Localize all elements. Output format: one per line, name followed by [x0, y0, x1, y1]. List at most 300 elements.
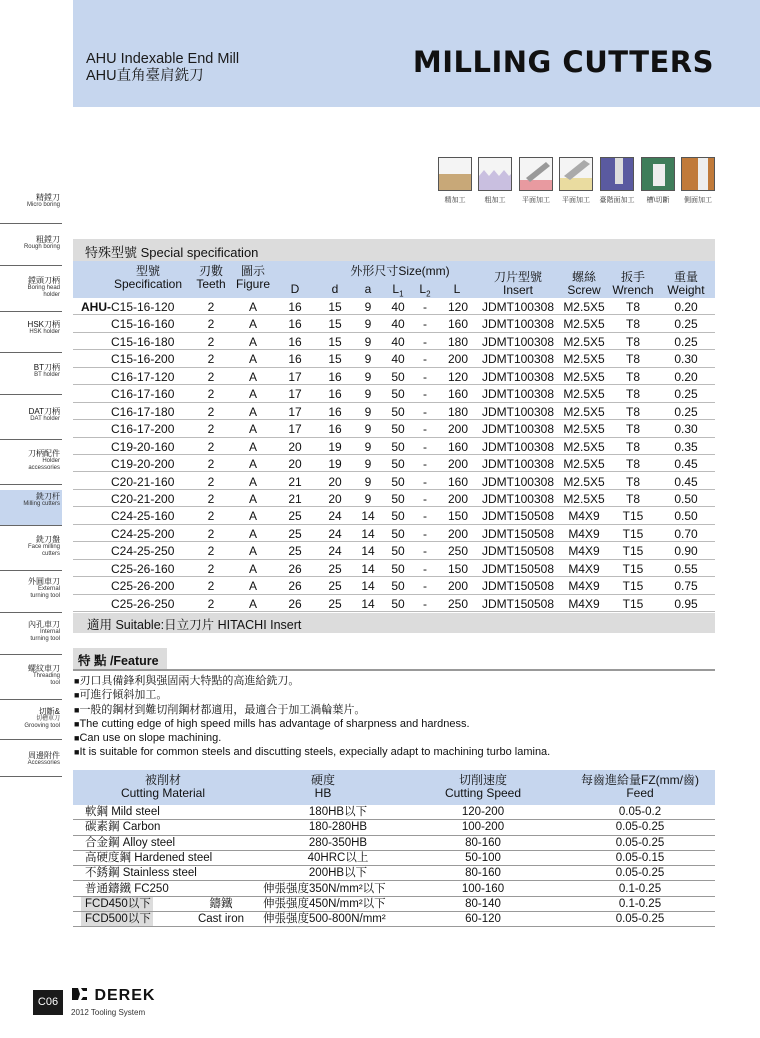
spec-cell: 17	[288, 404, 302, 419]
col-L: L	[453, 282, 461, 296]
roughing-icon	[478, 157, 512, 191]
spec-row	[73, 333, 715, 350]
spec-cell: T8	[625, 369, 640, 384]
spec-cell: M4X9	[568, 544, 600, 559]
cutting-feed: 0.1-0.25	[618, 882, 662, 895]
cutting-hardness: 伸張强度500-800N/mm²	[263, 913, 386, 926]
spec-cell: 17	[288, 369, 302, 384]
spec-cell: JDMT150508	[481, 509, 555, 524]
col-d: d	[331, 282, 339, 296]
spec-cell: A	[248, 491, 257, 506]
nav-label-zh: DAT刀柄	[28, 407, 60, 416]
col-material: 被削材 Cutting Material	[120, 773, 206, 800]
spec-cell: T15	[622, 544, 644, 559]
spec-cell: 2	[207, 334, 215, 349]
nav-label-en: Internal	[39, 629, 60, 635]
spec-cell: 26	[288, 596, 302, 611]
nav-item[interactable]	[0, 447, 62, 485]
spec-cell: M2.5X5	[563, 334, 605, 349]
spec-cell: 200	[447, 491, 469, 506]
spec-cell: 9	[364, 491, 372, 506]
spec-cell: 0.25	[674, 317, 698, 332]
nav-item[interactable]	[0, 533, 62, 571]
feature-line: ■ 可進行傾斜加工。	[74, 688, 550, 702]
spec-cell: C25-26-160	[111, 561, 175, 576]
spec-cell: 2	[207, 474, 215, 489]
nav-label-zh: 內孔車刀	[28, 620, 60, 629]
subtitle-zh: AHU直角臺肩銑刀	[86, 68, 204, 84]
col-feed: 每齒進給量FZ(mm/齒) Feed	[581, 773, 699, 800]
brand-subtitle: 2012 Tooling System	[71, 1008, 146, 1017]
spec-cell: 9	[364, 334, 372, 349]
spec-cell: T15	[622, 561, 644, 576]
spec-cell: 9	[364, 422, 372, 437]
nav-label-en: Accessories	[27, 760, 60, 766]
col-a: a	[364, 282, 372, 296]
spec-cell: 180	[447, 334, 469, 349]
spec-cell: A	[248, 596, 257, 611]
spec-cell: 0.90	[674, 544, 698, 559]
feature-title: 特 點 /Feature	[73, 648, 167, 669]
brand-name: DEREK	[94, 987, 156, 1004]
nav-label-en: HSK holder	[29, 329, 60, 335]
spec-cell: 150	[447, 509, 469, 524]
cutting-hardness: 伸張强度350N/mm²以下	[263, 882, 386, 895]
spec-cell: A	[248, 422, 257, 437]
process-item	[518, 157, 554, 205]
nav-label-en: Threading	[32, 673, 60, 679]
cutting-feed: 0.05-0.25	[615, 913, 665, 926]
spec-cell: C15-16-160	[111, 317, 175, 332]
nav-label-zh: 粗鏜刀	[36, 235, 60, 244]
spec-cell: 0.30	[674, 352, 698, 367]
spec-cell: 25	[288, 526, 302, 541]
spec-cell: 9	[364, 369, 372, 384]
spec-cell: 250	[447, 596, 469, 611]
cutting-subrow	[73, 897, 715, 912]
cutting-material: 普通鑄鐵 FC250	[85, 882, 169, 895]
feature-line: ■ Can use on slope machining.	[74, 731, 550, 745]
subtitle-en: AHU Indexable End Mill	[86, 51, 240, 67]
spec-cell: C16-17-180	[111, 404, 175, 419]
spec-cell: 14	[361, 579, 375, 594]
nav-label-en: cutters	[41, 551, 60, 557]
spec-cell: 2	[207, 457, 215, 472]
spec-cell: 24	[328, 526, 342, 541]
cutting-speed: 60-120	[465, 913, 501, 926]
spec-cell: 2	[207, 544, 215, 559]
spec-cell: 20	[328, 474, 342, 489]
spec-cell: 24	[328, 509, 342, 524]
spec-cell: 50	[391, 544, 405, 559]
spec-cell: -	[423, 422, 427, 437]
spec-cell: 2	[207, 387, 215, 402]
process-label: 粗加工	[484, 197, 506, 204]
nav-label-zh: 外圓車刀	[28, 577, 60, 586]
nav-item[interactable]	[0, 361, 62, 395]
spec-cell: 0.35	[674, 439, 698, 454]
spec-cell: M2.5X5	[563, 352, 605, 367]
spec-cell: 200	[447, 422, 469, 437]
spec-cell: 0.20	[674, 369, 698, 384]
spec-cell: -	[423, 526, 427, 541]
spec-cell: 50	[391, 369, 405, 384]
spec-cell: JDMT100308	[481, 491, 555, 506]
spec-cell: M4X9	[568, 596, 600, 611]
process-label: 精加工	[444, 197, 466, 204]
nav-item[interactable]	[0, 575, 62, 613]
cutting-speed: 120-200	[461, 806, 505, 818]
spec-cell: A	[248, 579, 257, 594]
spec-cell: M2.5X5	[563, 439, 605, 454]
cutting-hardness: 180HB以下	[308, 806, 368, 818]
process-label: 平面加工	[522, 197, 550, 204]
spec-cell: -	[423, 474, 427, 489]
spec-cell: 9	[364, 439, 372, 454]
nav-label-zh: HSK刀柄	[27, 320, 60, 329]
spec-cell: 2	[207, 579, 215, 594]
spec-cell: T8	[625, 422, 640, 437]
spec-cell: A	[248, 474, 257, 489]
spec-cell: 25	[288, 544, 302, 559]
spec-cell: 16	[288, 352, 302, 367]
spec-row	[73, 595, 715, 612]
cutting-feed: 0.05-0.25	[615, 836, 665, 849]
spec-cell: M2.5X5	[563, 300, 605, 314]
spec-cell: T8	[625, 352, 640, 367]
cast-iron-label: 鑄鐵	[209, 897, 233, 910]
spec-cell: 26	[288, 561, 302, 576]
spec-cell: 20	[288, 457, 302, 472]
spec-cell: 17	[288, 422, 302, 437]
finishing-icon	[438, 157, 472, 191]
spec-cell: T8	[625, 457, 640, 472]
nav-label-zh: 銑刀杆	[36, 492, 60, 501]
nav-label-zh: 周邊附件	[28, 751, 60, 760]
spec-cell: 25	[288, 509, 302, 524]
spec-cell: JDMT100308	[481, 317, 555, 332]
spec-cell: M2.5X5	[563, 317, 605, 332]
spec-cell: 25	[328, 561, 342, 576]
spec-cell: 0.50	[674, 509, 698, 524]
col-spec: 型號 Specification	[113, 264, 183, 291]
process-label: 平面加工	[562, 197, 590, 204]
cutting-speed: 100-200	[461, 821, 505, 834]
nav-label-en: Face milling	[27, 544, 60, 550]
feature-line: ■ 刃口具備鋒利與强固兩大特點的高進給銑刀。	[74, 674, 550, 688]
spec-cell: 14	[361, 596, 375, 611]
spec-cell: T8	[625, 491, 640, 506]
spec-cell: 15	[328, 300, 342, 314]
spec-cell: 160	[447, 317, 469, 332]
spec-cell: 50	[391, 561, 405, 576]
nav-item[interactable]	[0, 749, 62, 777]
process-item	[477, 157, 513, 205]
nav-label-en: DAT holder	[30, 416, 60, 422]
cutting-speed: 80-160	[465, 836, 501, 849]
nav-item[interactable]	[0, 274, 62, 312]
spec-cell: T15	[622, 579, 644, 594]
nav-item[interactable]	[0, 705, 62, 740]
col-wrench: 扳手 Wrench	[612, 270, 654, 297]
side-milling-icon	[681, 157, 715, 191]
spec-cell: 50	[391, 422, 405, 437]
spec-cell: 9	[364, 317, 372, 332]
spec-cell: 0.25	[674, 334, 698, 349]
col-figure: 圖示 Figure	[235, 264, 270, 291]
nav-label-zh: 切斷&	[38, 707, 60, 716]
spec-cell: 24	[328, 544, 342, 559]
col-L1: $L_1$	[392, 282, 404, 299]
spec-row	[73, 315, 715, 332]
spec-row	[73, 350, 715, 367]
cast-iron-label: Cast iron	[197, 913, 245, 926]
cutting-row	[73, 836, 715, 851]
nav-item[interactable]	[0, 662, 62, 700]
spec-cell: T8	[625, 474, 640, 489]
spec-row	[73, 507, 715, 524]
spec-cell: JDMT100308	[481, 474, 555, 489]
spec-cell: -	[423, 596, 427, 611]
spec-cell: A	[248, 526, 257, 541]
nav-item[interactable]	[0, 191, 62, 224]
spec-cell: A	[248, 387, 257, 402]
spec-cell: 0.95	[674, 596, 698, 611]
col-size: 外形尺寸Size(mm)	[350, 264, 450, 278]
spec-cell: JDMT100308	[481, 404, 555, 419]
feature-list	[74, 674, 550, 760]
spec-cell: 15	[328, 317, 342, 332]
page-number: C06	[33, 990, 63, 1015]
spec-cell: C15-16-120	[111, 300, 175, 314]
spec-section-title: 特殊型號 Special specification	[73, 239, 715, 261]
spec-cell: A	[248, 369, 257, 384]
cutting-row	[73, 851, 715, 866]
process-item	[558, 157, 594, 205]
spec-cell: 160	[447, 474, 469, 489]
process-item	[437, 157, 473, 205]
spec-cell: 16	[328, 369, 342, 384]
spec-cell: T8	[625, 404, 640, 419]
spec-cell: 19	[328, 439, 342, 454]
spec-cell: JDMT150508	[481, 596, 555, 611]
col-hardness: 硬度 HB	[310, 773, 335, 800]
spec-cell: 16	[288, 300, 302, 314]
nav-label-zh: 精鏜刀	[36, 193, 60, 202]
spec-cell: 2	[207, 526, 215, 541]
spec-cell: JDMT150508	[481, 561, 555, 576]
spec-cell: 16	[328, 404, 342, 419]
page-title: MILLING CUTTERS	[412, 45, 714, 79]
process-label: 臺階面加工	[599, 197, 635, 204]
spec-cell: 50	[391, 491, 405, 506]
cutting-feed: 0.05-0.2	[618, 806, 662, 818]
col-insert: 刀片型號 Insert	[493, 270, 542, 297]
cutting-header-row	[73, 770, 715, 805]
spec-cell: 0.45	[674, 474, 698, 489]
spec-row	[73, 473, 715, 490]
face-milling-2-icon	[559, 157, 593, 191]
cutting-material: 合金鋼 Alloy steel	[85, 836, 176, 849]
spec-cell: 50	[391, 404, 405, 419]
process-item	[640, 157, 676, 205]
spec-cell: C19-20-160	[111, 439, 175, 454]
spec-cell: -	[423, 491, 427, 506]
spec-cell: M2.5X5	[563, 422, 605, 437]
nav-label-en: External	[37, 586, 60, 592]
nav-label-en: turning tool	[30, 593, 60, 599]
spec-cell: 2	[207, 422, 215, 437]
spec-cell: 2	[207, 439, 215, 454]
spec-cell: -	[423, 544, 427, 559]
feature-line: ■ The cutting edge of high speed mills has advantage of sharpness and hardness.	[74, 717, 550, 731]
spec-cell: T8	[625, 300, 640, 314]
nav-label-zh: BT刀柄	[33, 363, 60, 372]
spec-cell: 40	[391, 317, 405, 332]
spec-cell: JDMT100308	[481, 369, 555, 384]
spec-cell: 2	[207, 317, 215, 332]
nav-label-en: holder	[43, 292, 60, 298]
cutting-row	[73, 805, 715, 820]
cutting-row	[73, 882, 715, 897]
spec-cell: 50	[391, 474, 405, 489]
spec-cell: A	[248, 334, 257, 349]
spec-cell: 14	[361, 526, 375, 541]
spec-cell: 0.25	[674, 404, 698, 419]
spec-cell: A	[248, 352, 257, 367]
spec-row	[73, 368, 715, 385]
spec-row	[73, 298, 715, 315]
spec-cell: M4X9	[568, 561, 600, 576]
col-screw: 螺絲 Screw	[567, 270, 601, 297]
feature-line: ■ It is suitable for common steels and discutting steels, expecially adapt to machining turbo lamina.	[74, 745, 550, 759]
spec-cell: 180	[447, 404, 469, 419]
spec-cell: T15	[622, 596, 644, 611]
spec-cell: 50	[391, 457, 405, 472]
spec-cell: 20	[328, 491, 342, 506]
spec-cell: JDMT100308	[481, 387, 555, 402]
spec-cell: -	[423, 317, 427, 332]
spec-cell: 25	[328, 596, 342, 611]
spec-cell: M2.5X5	[563, 457, 605, 472]
spec-cell: 0.30	[674, 422, 698, 437]
spec-cell: 200	[447, 457, 469, 472]
spec-cell: A	[248, 439, 257, 454]
spec-cell: 50	[391, 526, 405, 541]
spec-cell: C24-25-200	[111, 526, 175, 541]
spec-cell: JDMT100308	[481, 457, 555, 472]
spec-row	[73, 490, 715, 507]
spec-cell: 9	[364, 352, 372, 367]
spec-cell: A	[248, 509, 257, 524]
nav-item[interactable]	[0, 233, 62, 266]
spec-cell: 14	[361, 561, 375, 576]
col-teeth: 刃數 Teeth	[196, 264, 226, 291]
spec-cell: 15	[328, 352, 342, 367]
spec-cell: A	[248, 457, 257, 472]
spec-cell: 14	[361, 544, 375, 559]
spec-cell: A	[248, 544, 257, 559]
spec-cell: 200	[447, 526, 469, 541]
spec-cell: 50	[391, 596, 405, 611]
spec-cell: 160	[447, 387, 469, 402]
process-label: 槽\切斷	[646, 197, 670, 204]
nav-item[interactable]	[0, 318, 62, 353]
spec-cell: 9	[364, 404, 372, 419]
nav-label-zh: 螺紋車刀	[28, 664, 60, 673]
spec-cell: 0.70	[674, 526, 698, 541]
spec-cell: 50	[391, 509, 405, 524]
spec-cell: 9	[364, 474, 372, 489]
spec-cell: 9	[364, 457, 372, 472]
spec-cell: 40	[391, 334, 405, 349]
spec-cell: M2.5X5	[563, 491, 605, 506]
spec-cell: -	[423, 579, 427, 594]
spec-cell: 16	[328, 422, 342, 437]
spec-cell: 50	[391, 579, 405, 594]
spec-cell: C16-17-160	[111, 387, 175, 402]
spec-cell: -	[423, 509, 427, 524]
nav-item[interactable]	[0, 490, 62, 526]
spec-row	[73, 420, 715, 437]
spec-cell: C15-16-180	[111, 334, 175, 349]
spec-cell: 2	[207, 596, 215, 611]
spec-cell: JDMT150508	[481, 579, 555, 594]
spec-cell: T15	[622, 526, 644, 541]
spec-cell: 0.75	[674, 579, 698, 594]
spec-cell: C15-16-200	[111, 352, 175, 367]
spec-cell: 120	[447, 300, 469, 314]
cutting-material: 高硬度鋼 Hardened steel	[85, 851, 213, 864]
cutting-feed: 0.05-0.25	[615, 821, 665, 834]
page-header	[73, 0, 760, 107]
nav-item[interactable]	[0, 618, 62, 655]
spec-cell: 0.50	[674, 491, 698, 506]
spec-cell: T8	[625, 387, 640, 402]
spec-cell: JDMT100308	[481, 334, 555, 349]
spec-cell: T8	[625, 334, 640, 349]
nav-label-en: 切槽車刀	[35, 716, 60, 722]
cutting-speed: 50-100	[465, 851, 501, 864]
spec-cell: 150	[447, 561, 469, 576]
header-subtitle	[86, 51, 239, 85]
cutting-material: 不銹鋼 Stainless steel	[85, 867, 197, 880]
cutting-hardness: 40HRC以上	[307, 851, 369, 864]
cutting-row	[73, 820, 715, 835]
process-label: 側面加工	[684, 197, 712, 204]
cutting-material: FCD450以下	[85, 897, 151, 910]
nav-item[interactable]	[0, 405, 62, 440]
face-milling-icon	[519, 157, 553, 191]
spec-cell: 14	[361, 509, 375, 524]
spec-row	[73, 438, 715, 455]
spec-cell: JDMT100308	[481, 439, 555, 454]
spec-cell: 200	[447, 352, 469, 367]
spec-cell: JDMT100308	[481, 422, 555, 437]
nav-label-en: tool	[50, 680, 60, 686]
spec-cell: 2	[207, 491, 215, 506]
cutting-hardness: 200HB以下	[308, 867, 368, 880]
feature-divider	[73, 669, 715, 671]
col-L2: $L_2$	[419, 282, 431, 299]
spec-cell: 2	[207, 404, 215, 419]
cutting-subrow	[73, 912, 715, 927]
spec-cell: A	[248, 300, 257, 314]
spec-cell: -	[423, 352, 427, 367]
spec-row	[73, 385, 715, 402]
spec-cell: C24-25-160	[111, 509, 175, 524]
spec-cell: -	[423, 561, 427, 576]
